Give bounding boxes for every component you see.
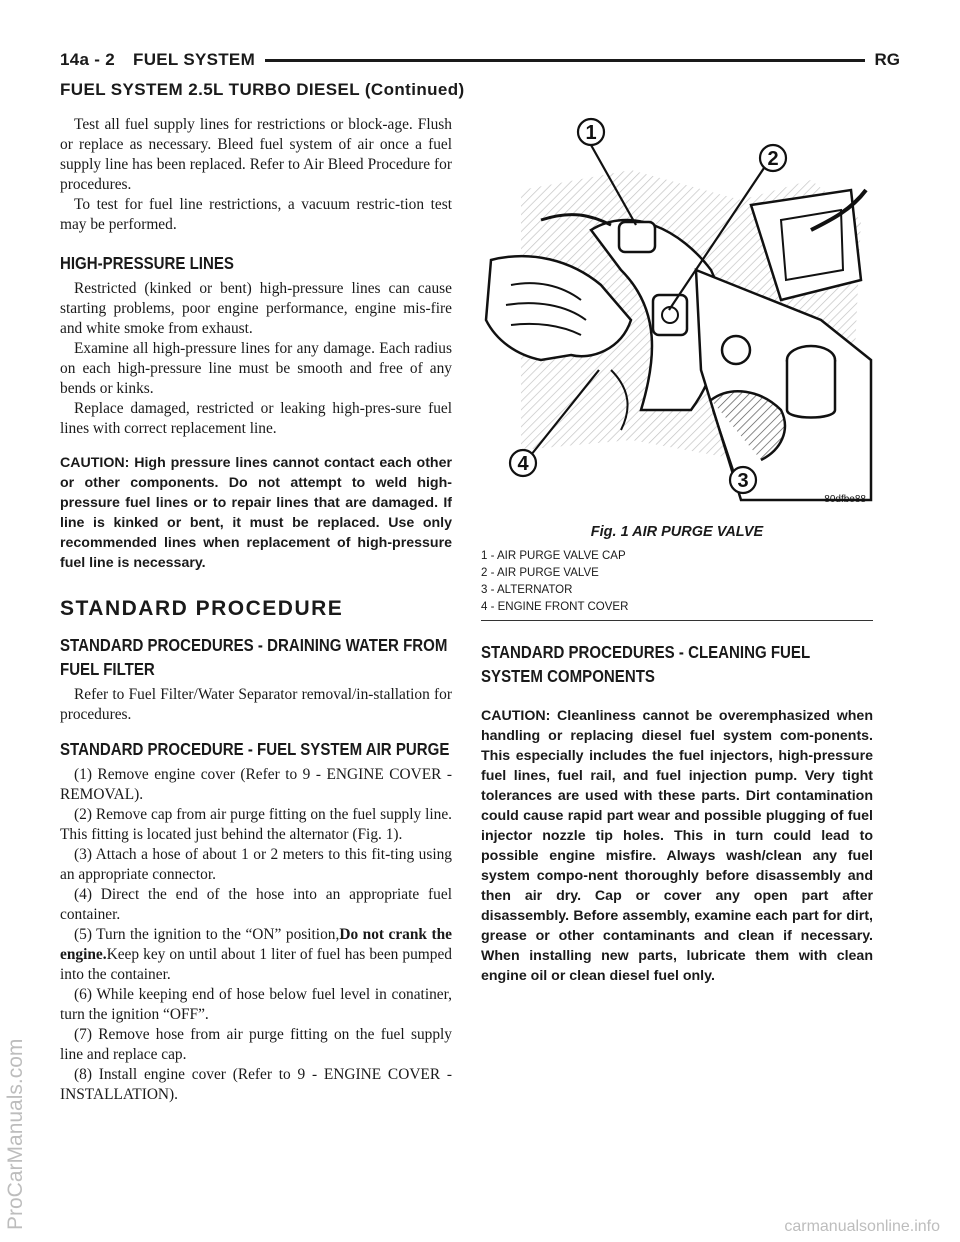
figure-legend xyxy=(481,548,873,621)
legend-item: 4 - ENGINE FRONT COVER xyxy=(481,601,629,613)
paragraph: To test for fuel line restrictions, a vacuum restric-tion test may be performed. xyxy=(60,196,452,233)
paragraph: Refer to Fuel Filter/Water Separator removal/in-stallation for procedures. xyxy=(60,686,452,723)
step-3: (3) Attach a hose of about 1 or 2 meters to this fit-ting using an appropriate connector. xyxy=(60,846,452,883)
page-number: 14a - 2 xyxy=(60,50,116,69)
legend-item: 2 - AIR PURGE VALVE xyxy=(481,567,599,579)
heading-air-purge: STANDARD PROCEDURE - FUEL SYSTEM AIR PURGE xyxy=(60,739,450,759)
paragraph: Examine all high-pressure lines for any damage. Each radius on each high-pressure line must be smooth and free of any bends or kinks. xyxy=(60,340,452,397)
figure-code: 80dfbe88 xyxy=(824,494,866,505)
paragraph: Test all fuel supply lines for restrictions or block-age. Flush or replace as necessary. Bleed fuel system of air once a fuel supply line has been replaced. Refer to Air Bleed Procedure for procedures. xyxy=(60,116,452,193)
figure-title: Fig. 1 AIR PURGE VALVE xyxy=(590,524,764,540)
step-6: (6) While keeping end of hose below fuel level in conatiner, turn the ignition “OFF”. xyxy=(60,986,452,1023)
callout-3: 3 xyxy=(737,470,749,492)
step-2: (2) Remove cap from air purge fitting on the fuel supply line. This fitting is located just behind the alternator (Fig. 1). xyxy=(60,806,452,843)
model-code: RG xyxy=(865,50,901,70)
legend-item: 1 - AIR PURGE VALVE CAP xyxy=(481,550,626,562)
step-4: (4) Direct the end of the hose into an appropriate fuel container. xyxy=(60,886,452,923)
engine-illustration xyxy=(481,110,873,514)
header-left xyxy=(60,50,265,70)
watermark-bottom: carmanualsonline.info xyxy=(784,1218,940,1235)
heading-draining-water: STANDARD PROCEDURES - DRAINING WATER FROM FUEL FILTER xyxy=(60,635,448,679)
continued-heading: FUEL SYSTEM 2.5L TURBO DIESEL (Continued) xyxy=(60,80,465,99)
step-7: (7) Remove hose from air purge fitting on the fuel supply line and replace cap. xyxy=(60,1026,452,1063)
right-column-text xyxy=(481,640,873,986)
heading-standard-procedure: STANDARD PROCEDURE xyxy=(60,597,344,620)
step-5-text-cont: Keep key on until about 1 liter of fuel has been pumped into the container. xyxy=(60,946,452,983)
figure-air-purge-valve xyxy=(481,110,873,514)
left-column xyxy=(60,115,452,1105)
legend-item: 3 - ALTERNATOR xyxy=(481,584,573,596)
callout-2: 2 xyxy=(767,148,779,170)
paragraph: Restricted (kinked or bent) high-pressure lines can cause starting problems, poor engine performance, engine mis-fire and white smoke from exhaust. xyxy=(60,280,452,337)
section-name: FUEL SYSTEM xyxy=(133,50,256,69)
step-8: (8) Install engine cover (Refer to 9 - ENGINE COVER - INSTALLATION). xyxy=(60,1066,452,1103)
page-header xyxy=(60,50,900,70)
watermark-side: ProCarManuals.com xyxy=(4,1038,27,1230)
step-5-text: (5) Turn the ignition to the “ON” position, xyxy=(74,926,340,943)
heading-high-pressure-lines: HIGH-PRESSURE LINES xyxy=(60,253,234,273)
step-5-warning: Do not crank the engine. xyxy=(60,926,452,963)
caution-high-pressure: CAUTION: High pressure lines cannot contact each other or other components. Do not attempt to weld high-pressure fuel lines or to repair lines that are damaged. If line is kinked or bent, it must be replaced. Use only recommended lines when replacement of high-pressure fuel line is necessary. xyxy=(60,455,452,571)
step-1: (1) Remove engine cover (Refer to 9 - ENGINE COVER - REMOVAL). xyxy=(60,766,452,803)
heading-cleaning-fuel-system: STANDARD PROCEDURES - CLEANING FUEL SYSTEM COMPONENTS xyxy=(481,642,810,686)
callout-4: 4 xyxy=(517,453,529,475)
caution-cleanliness: CAUTION: Cleanliness cannot be overemphasized when handling or replacing diesel fuel system com-ponents. This especially includes the fuel injectors, high-pressure fuel lines, fuel rail, and fuel injection pump. Very tight tolerances are used with these parts. Dirt contamination could cause rapid part wear and possible plugging of fuel injector nozzle tip holes. This in turn could lead to possible engine misfire. Always wash/clean any fuel system compo-nent thoroughly before disassembly and then air dry. Cap or cover any open part after disassembly. Before assembly, examine each part for dirt, grease or other contaminants and clean if necessary. When installing new parts, lubricate them with clean engine oil or clean diesel fuel only. xyxy=(481,708,873,984)
callout-1: 1 xyxy=(585,122,597,144)
paragraph: Replace damaged, restricted or leaking high-pres-sure fuel lines with correct replacement line. xyxy=(60,400,452,437)
step-5 xyxy=(60,925,452,985)
